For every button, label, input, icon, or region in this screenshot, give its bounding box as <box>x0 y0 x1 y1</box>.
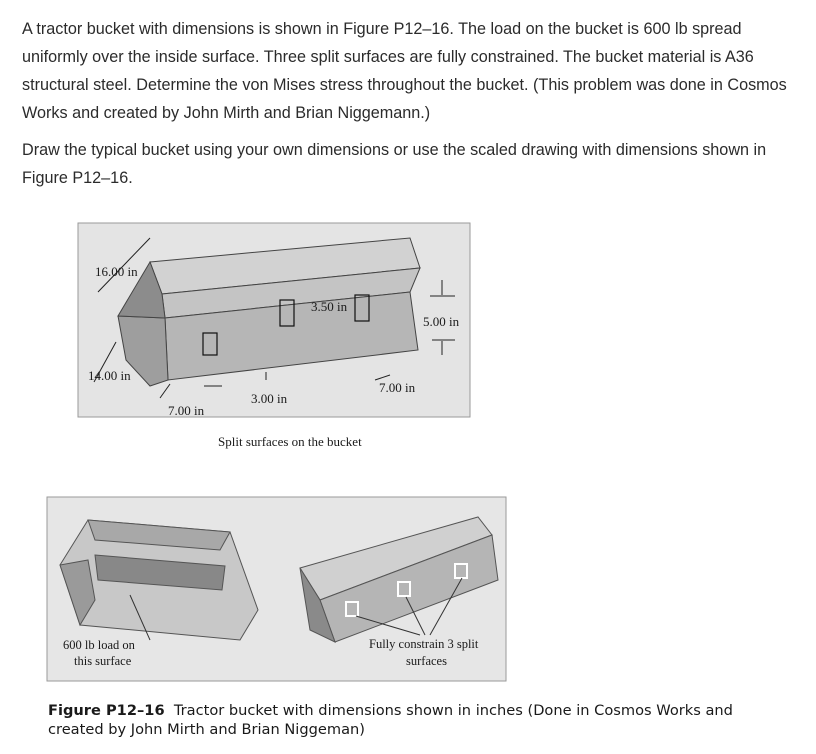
constrain-label-line1: Fully constrain 3 split <box>369 637 479 651</box>
figure-caption-text: Tractor bucket with dimensions shown in inches (Done in Cosmos Works and created by John Mirth and Brian Niggeman) <box>48 702 733 738</box>
problem-paragraph-1: A tractor bucket with dimensions is shown in Figure P12–16. The load on the bucket is 600 lb spread uniformly over the inside surface. Three split surfaces are fully constrained. The bucket material is A36 structural steel. Determine the von Mises stress throughout the bucket. (This problem was done in Cosmos Works and created by John Mirth and Brian Niggemann.) <box>22 20 787 122</box>
dim-7-right-label: 7.00 in <box>379 380 416 395</box>
load-label-line2: this surface <box>74 654 132 668</box>
figure-caption-label: Figure P12–16 <box>48 702 165 719</box>
figure-caption <box>48 701 748 739</box>
load-label-line1: 600 lb load on <box>63 638 135 652</box>
dim-14-label: 14.00 in <box>88 368 131 383</box>
dim-5-label: 5.00 in <box>423 314 460 329</box>
problem-paragraph-2: Draw the typical bucket using your own dimensions or use the scaled drawing with dimensions shown in Figure P12–16. <box>22 141 767 187</box>
dim-7-left-label: 7.00 in <box>168 403 205 418</box>
dim-350-label: 3.50 in <box>311 299 348 314</box>
dim-16-label: 16.00 in <box>95 264 138 279</box>
left-bucket-drawing <box>60 520 258 640</box>
dim-3-label: 3.00 in <box>251 391 288 406</box>
figure-top-caption: Split surfaces on the bucket <box>218 434 362 449</box>
constrain-label-line2: surfaces <box>406 654 447 668</box>
